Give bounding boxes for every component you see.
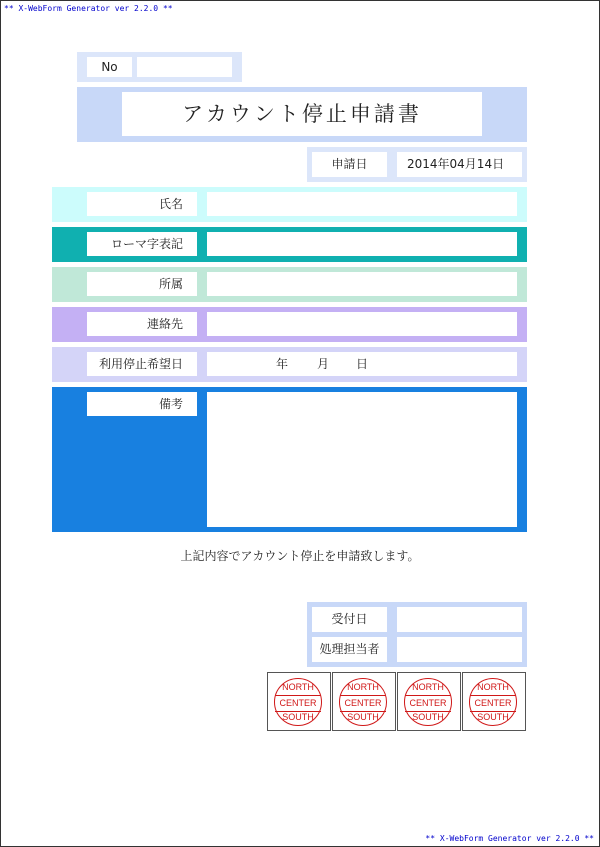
approval-seal-icon [469,678,517,726]
seal-line-3: SOUTH [347,712,379,722]
seal-line-2: CENTER [340,695,386,712]
generator-credit-bottom: ** X-WebForm Generator ver 2.2.0 ** [425,834,594,843]
seal-line-2: CENTER [470,695,516,712]
no-label: No [87,57,132,77]
received-field[interactable] [397,607,522,632]
handler-field[interactable] [397,637,522,662]
seal-line-1: NORTH [412,682,444,692]
name-label: 氏名 [87,192,197,216]
stamp-cell-3 [397,672,461,731]
date-label: 申請日 [312,152,387,177]
remarks-label: 備考 [87,392,197,416]
department-field[interactable] [207,272,517,296]
received-label: 受付日 [312,607,387,632]
approval-seal-icon [404,678,452,726]
month-unit: 月 [317,357,330,371]
seal-line-3: SOUTH [412,712,444,722]
seal-line-3: SOUTH [477,712,509,722]
approval-seal-icon [274,678,322,726]
stop-date-label: 利用停止希望日 [87,352,197,376]
stop-date-field[interactable] [207,352,517,376]
date-value[interactable]: 2014年04月14日 [397,152,522,177]
stamp-cell-1 [267,672,331,731]
romaji-field[interactable] [207,232,517,256]
no-value-field[interactable] [137,57,232,77]
seal-line-1: NORTH [477,682,509,692]
remarks-textarea[interactable] [207,392,517,527]
seal-line-3: SOUTH [282,712,314,722]
department-label: 所属 [87,272,197,296]
seal-line-1: NORTH [347,682,379,692]
stamp-cell-2 [332,672,396,731]
seal-line-1: NORTH [282,682,314,692]
contact-field[interactable] [207,312,517,336]
name-field[interactable] [207,192,517,216]
seal-line-2: CENTER [275,695,321,712]
seal-line-2: CENTER [405,695,451,712]
contact-label: 連絡先 [87,312,197,336]
page-title: アカウント停止申請書 [122,92,482,136]
approval-seal-icon [339,678,387,726]
stamp-cell-4 [462,672,526,731]
day-unit: 日 [356,357,369,371]
generator-credit-top: ** X-WebForm Generator ver 2.2.0 ** [4,4,173,13]
year-unit: 年 [276,357,289,371]
romaji-label: ローマ字表記 [87,232,197,256]
handler-label: 処理担当者 [312,637,387,662]
declaration-note: 上記内容でアカウント停止を申請致します。 [180,549,420,563]
